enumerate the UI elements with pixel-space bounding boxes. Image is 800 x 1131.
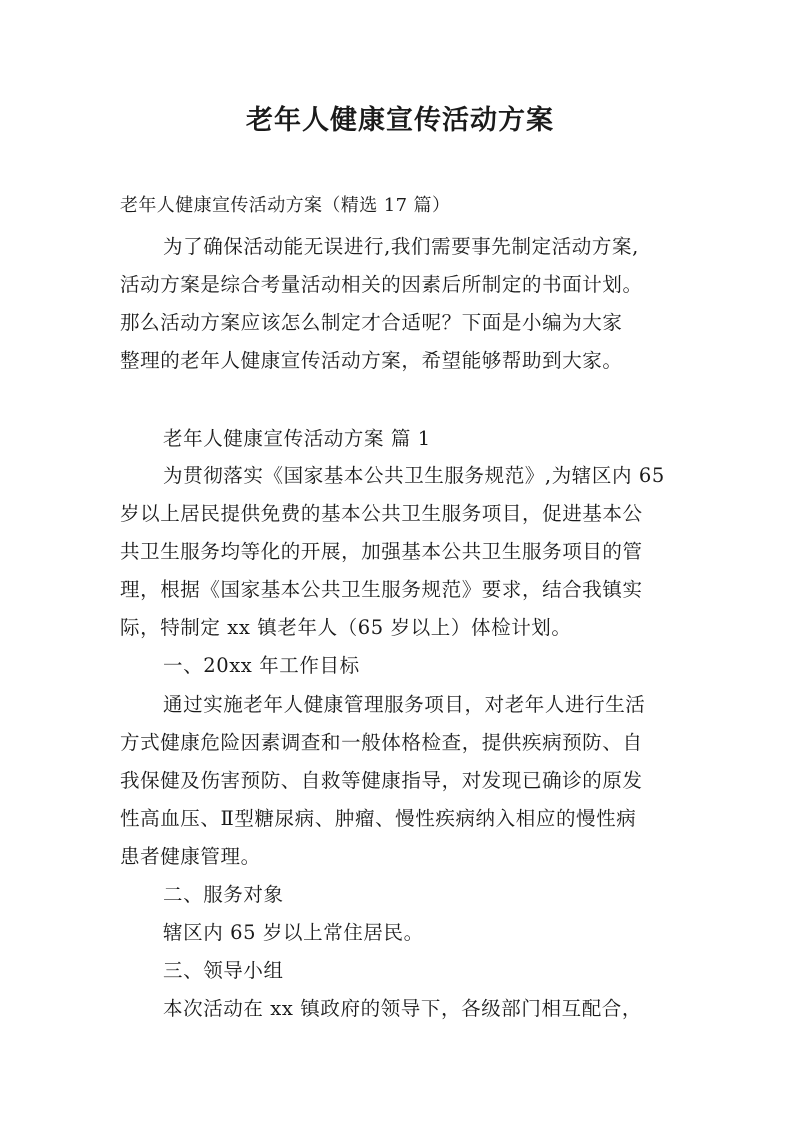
section-heading: 老年人健康宣传活动方案 篇 1 [163, 427, 431, 450]
body-line: 性高血压、Ⅱ型糖尿病、肿瘤、慢性疾病纳入相应的慢性病 [120, 807, 637, 830]
section-subheading: 一、20xx 年工作目标 [163, 654, 360, 677]
body-line: 际，特制定 xx 镇老年人（65 岁以上）体检计划。 [120, 616, 572, 639]
body-line: 通过实施老年人健康管理服务项目，对老年人进行生活 [163, 693, 646, 716]
document-title: 老年人健康宣传活动方案 [246, 105, 554, 136]
body-line: 患者健康管理。 [120, 845, 261, 868]
body-line: 为贯彻落实《国家基本公共卫生服务规范》,为辖区内 65 [163, 464, 665, 487]
section-subheading: 二、服务对象 [163, 883, 284, 906]
section-subheading: 三、领导小组 [163, 959, 284, 982]
document-subtitle: 老年人健康宣传活动方案（精选 17 篇） [120, 195, 451, 216]
intro-line: 那么活动方案应该怎么制定才合适呢？下面是小编为大家 [120, 311, 623, 334]
body-line: 本次活动在 xx 镇政府的领导下，各级部门相互配合， [163, 997, 642, 1020]
intro-line: 活动方案是综合考量活动相关的因素后所制定的书面计划。 [120, 273, 643, 296]
body-line: 理，根据《国家基本公共卫生服务规范》要求，结合我镇实 [120, 578, 643, 601]
body-line: 我保健及伤害预防、自救等健康指导，对发现已确诊的原发 [120, 769, 643, 792]
intro-line: 整理的老年人健康宣传活动方案，希望能够帮助到大家。 [120, 349, 623, 372]
intro-line: 为了确保活动能无误进行,我们需要事先制定活动方案, [163, 235, 639, 258]
body-line: 辖区内 65 岁以上常住居民。 [163, 921, 424, 944]
body-line: 岁以上居民提供免费的基本公共卫生服务项目，促进基本公 [120, 502, 643, 525]
body-line: 方式健康危险因素调查和一般体格检查，提供疾病预防、自 [120, 731, 643, 754]
body-line: 共卫生服务均等化的开展，加强基本公共卫生服务项目的管 [120, 540, 643, 563]
